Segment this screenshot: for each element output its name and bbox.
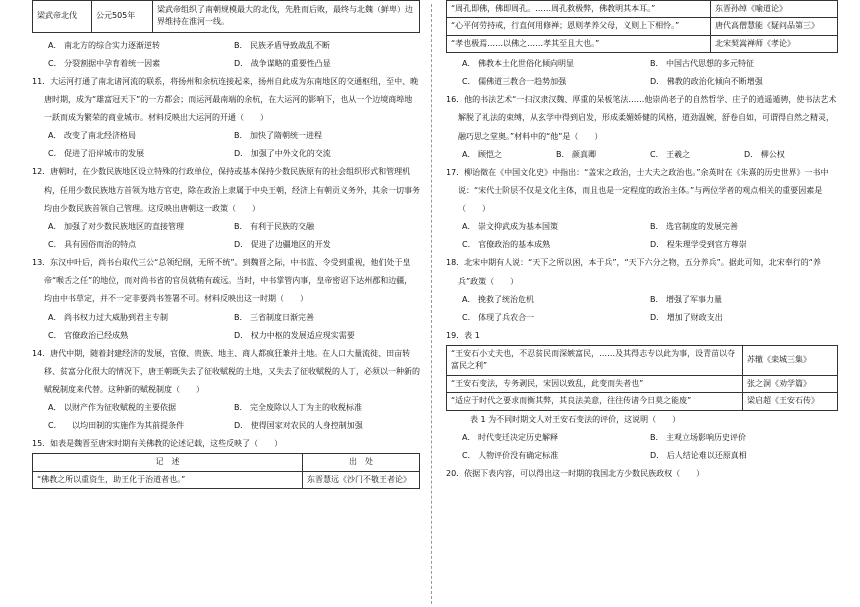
option[interactable]: C． 促进了沿岸城市的发展 (48, 149, 145, 159)
table-cell: 梁武帝组织了南朝规模最大的北伐，先胜而后败，最终与北魏（鲜卑）边界维持在淮河一线。 (153, 1, 420, 33)
right-column (446, 0, 838, 483)
option[interactable]: A． 时代变迁决定历史解释 (462, 432, 559, 442)
option[interactable]: D． 权力中枢的发展适应现实需要 (234, 330, 355, 340)
option[interactable]: C． 分裂割据中孕育着统一因素 (48, 58, 161, 68)
option[interactable]: D． 增加了财政支出 (650, 312, 723, 322)
option[interactable]: D． 战争谋略的重要性凸显 (234, 58, 331, 68)
table-cell: “周孔即佛，佛即周孔。……周孔救极弊，佛教明其本耳。” (447, 1, 711, 18)
question-20: 20．依据下表内容，可以得出这一时期的我国北方少数民族政权（ ） (446, 468, 705, 478)
q18-options (446, 291, 838, 327)
table-cell: “王安石小丈夫也，不忍贫民而深嫉富民，……及其得志专以此为事，设青苗以夺富民之利” (447, 346, 743, 376)
table-row (33, 1, 420, 33)
column-divider (431, 4, 432, 604)
option[interactable]: A． 南北方的综合实力逐渐逆转 (48, 40, 161, 50)
question-12: 12．唐朝时，在少数民族地区设立特殊的行政单位，保持或基本保持少数民族原有的社会组织形式和管理机构，任用少数民族地方首领为地方官吏，除在政治上隶属于中央王朝，经济上有朝贡义务外，其余一切事务均由少数民族首领自己管理。这反映出唐朝这一政策（ ） (32, 167, 420, 213)
table-cell: 梁武帝北伐 (33, 1, 92, 33)
left-column (32, 0, 420, 489)
option[interactable]: C． 官僚政治的基本成熟 (462, 240, 551, 250)
table-cell: 唐代高僧慧能《疑问品第三》 (711, 18, 838, 35)
q16-options (446, 146, 838, 164)
question-15: 15．如表是魏晋至唐宋时期有关佛教的论述记载，这些反映了（ ） (32, 439, 283, 449)
table-cell: 张之洞《劝学篇》 (743, 375, 838, 392)
table-row (447, 18, 838, 35)
q14-options (32, 399, 420, 435)
question-13: 13．东汉中叶后，尚书台取代三公“总领纪纲，无所不统”。到魏晋之际，中书监、令受到重视，他们处于皇帝“喉舌之任”的地位，而对尚书省的官员就稍有疏远。当时，中书掌管内事，皇帝密诏下达州郡和边疆，均由中书草定，并不一定非要尚书签署不可。材料反映出这一时期（ ） (32, 258, 413, 304)
q15-table-part2 (446, 0, 838, 53)
q12-options (32, 218, 420, 254)
option[interactable]: B． 三省制度日渐完善 (234, 312, 315, 322)
question-14: 14．唐代中期，随着封建经济的发展，官僚、贵族、地主、商人都疯狂兼并土地。在人口大量流徙、田亩转移、贫富分化很大的情况下，唐王朝既失去了征收赋税的土地，又失去了征收赋税的人丁，必须以一种新的赋税制度来代替。这种新的赋税制度（ ） (32, 348, 420, 395)
option[interactable]: D． 加强了中外文化的交流 (234, 149, 331, 159)
q11-options (32, 127, 420, 163)
table-row (447, 1, 838, 18)
table-cell: 东晋孙绰《喻道论》 (711, 1, 838, 18)
q19-table (446, 345, 838, 411)
table-cell: 苏辙《栾城三集》 (743, 346, 838, 376)
table-cell: 北宋契嵩禅师《孝论》 (711, 35, 838, 52)
table-header-row (33, 454, 420, 471)
question-19: 19．表 1 (446, 330, 480, 340)
option[interactable]: D． 后人结论难以还原真相 (650, 450, 747, 460)
option[interactable]: C． 体现了兵农合一 (462, 312, 535, 322)
option[interactable]: B． 增强了军事力量 (650, 294, 723, 304)
table-cell: 梁启超《王安石传》 (743, 393, 838, 410)
option[interactable]: D． 促进了边疆地区的开发 (234, 240, 331, 249)
q10-options (32, 37, 420, 73)
column-header: 出 处 (303, 454, 420, 471)
column-header: 记 述 (33, 454, 303, 471)
question-11: 11．大运河打通了南北诸河流的联系，将扬州和余杭连接起来，扬州自此成为东南地区的交通枢纽，至中、晚唐时期，成为“雄富冠天下”的一方都会；而运河最南端的余杭，在大运河的影响下，也从一个边境商埠地一跃而成为繁荣的商业城市。材料反映出大运河的开通（ ） (32, 76, 419, 123)
table-row (447, 375, 838, 392)
table-row (447, 346, 838, 376)
table-cell: “适应于时代之要求而衡其弊，其良法美意，往往传诸今日莫之能废” (447, 393, 743, 410)
option[interactable]: A． 挽救了统治危机 (462, 294, 535, 304)
table-cell: 东晋慧远《沙门不敬王者论》 (303, 471, 420, 488)
table-row (447, 393, 838, 410)
option[interactable]: B． 主观立场影响历史评价 (650, 432, 747, 442)
option[interactable]: A． 改变了南北经济格局 (48, 131, 137, 141)
q13-options (32, 309, 420, 345)
option[interactable]: A． 佛教本土化世俗化倾向明显 (462, 59, 575, 69)
option[interactable]: B． 完全废除以人丁为主的收税标准 (234, 403, 363, 413)
option[interactable]: D． 使得国家对农民的人身控制加强 (234, 421, 363, 431)
option[interactable]: C． 儒佛道三教合一趋势加强 (462, 77, 567, 87)
option[interactable]: D． 柳公权 (744, 149, 785, 159)
option[interactable]: B． 民族矛盾导致战乱不断 (234, 40, 331, 50)
question-18: 18．北宋中期有人说：“天下之所以困，本于兵”，“天下六分之物，五分养兵”。据此可知，北宋奉行的“养兵”政策（ ） (446, 258, 821, 286)
table-row (33, 471, 420, 488)
table-cell: “孝也极焉……以佛之……孝其至且大也。” (447, 35, 711, 52)
q15-table-part1 (32, 453, 420, 489)
option[interactable]: D． 佛教的政治化倾向不断增强 (650, 77, 763, 87)
option[interactable]: C． 人物评价没有确定标准 (462, 450, 559, 460)
table-row (447, 35, 838, 52)
table-cell: “心平何劳持戒，行直何用修禅；恩则孝养父母，义则上下相怜。” (447, 18, 711, 35)
option[interactable]: C． 具有因俗而治的特点 (48, 240, 137, 249)
question-16: 16．他的书法艺术“一扫汉隶汉魏、厚重的呆板笔法……他崇尚老子的自然哲学、庄子的逍遥遁骋，使书法艺术解脱了礼法的束缚，从玄学中得到启发，形成柔媚娇健的风格，道劲温婉，舒卷自如，可谓得自然之精灵，融巧思之堂奥。”材料中的“他”是（ ） (446, 95, 837, 141)
q19-caption: 表 1 为不同时期文人对王安石变法的评价，这说明（ ） (470, 414, 681, 424)
option[interactable]: A． 以财产作为征收赋税的主要依据 (48, 403, 177, 413)
q19-options (446, 429, 838, 465)
option[interactable]: C． 以均田制的实施作为其前提条件 (48, 421, 185, 431)
option[interactable]: B． 加快了隋朝统一进程 (234, 131, 323, 141)
option[interactable]: D． 程朱理学受到官方尊崇 (650, 240, 747, 250)
option[interactable]: A． 顾恺之 (462, 149, 503, 159)
question-17: 17．柳诒徵在《中国文化史》中指出：“盖宋之政治，士大夫之政治也。”余英时在《朱熹的历史世界》一书中说：“宋代士阶层不仅是文化主体，而且也是一定程度的政治主体。”与两位学者的观点相关的重要因素是（ ） (446, 167, 829, 214)
option[interactable]: B． 有利于民族的交融 (234, 222, 315, 231)
option[interactable]: B． 中国古代思想的多元特征 (650, 59, 755, 69)
q15-options (446, 55, 838, 91)
option[interactable]: B． 选官制度的发展完善 (650, 222, 739, 232)
option[interactable]: A． 崇文抑武成为基本国策 (462, 222, 559, 232)
option[interactable]: B． 颜真卿 (556, 149, 597, 159)
option[interactable]: C． 官僚政治已经成熟 (48, 330, 129, 340)
table-cell: 公元505年 (92, 1, 153, 33)
q17-options (446, 218, 838, 254)
option[interactable]: A． 加强了对少数民族地区的直接管理 (48, 222, 185, 231)
table-cell: “佛教之所以重资生，助王化于治道者也。” (33, 471, 303, 488)
option[interactable]: A． 尚书权力过大威胁到君主专制 (48, 312, 169, 322)
table-cell: “王安石变法，专务剥民，宋因以致乱，此变而失者也” (447, 375, 743, 392)
option[interactable]: C． 王羲之 (650, 149, 691, 159)
event-table (32, 0, 420, 33)
